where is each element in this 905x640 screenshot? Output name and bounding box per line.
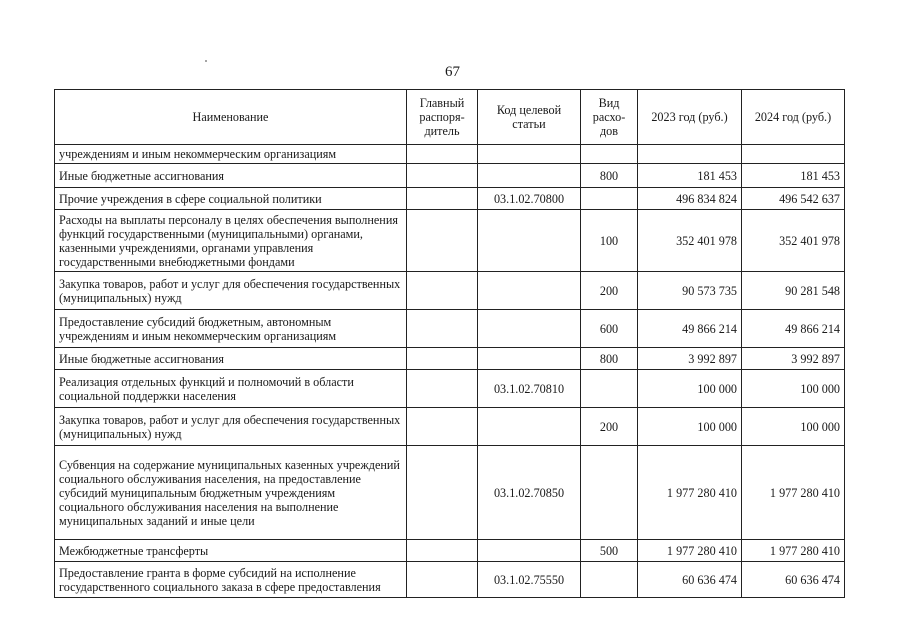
cell-name: Иные бюджетные ассигнования bbox=[55, 348, 407, 370]
cell-chief-administrator bbox=[407, 272, 478, 310]
scan-speck bbox=[205, 60, 207, 62]
cell-target-code: 03.1.02.70850 bbox=[478, 446, 581, 540]
cell-chief-administrator bbox=[407, 370, 478, 408]
cell-chief-administrator bbox=[407, 310, 478, 348]
cell-amount-2023: 100 000 bbox=[638, 408, 742, 446]
cell-expense-type: 600 bbox=[581, 310, 638, 348]
cell-amount-2024: 181 453 bbox=[742, 164, 845, 188]
cell-name: Расходы на выплаты персоналу в целях обеспечения выполнения функций государственными (муниципальными) органами, казенными учреждениями, органами управления государственными внебюджетными фондами bbox=[55, 210, 407, 272]
cell-amount-2023: 1 977 280 410 bbox=[638, 540, 742, 562]
cell-target-code bbox=[478, 540, 581, 562]
header-expense-type: Вид расхо-дов bbox=[581, 90, 638, 145]
cell-name: Предоставление субсидий бюджетным, автономным учреждениям и иным некоммерческим организациям bbox=[55, 310, 407, 348]
cell-amount-2024: 90 281 548 bbox=[742, 272, 845, 310]
cell-amount-2023: 90 573 735 bbox=[638, 272, 742, 310]
header-chief-administrator: Главный распоря-дитель bbox=[407, 90, 478, 145]
cell-target-code bbox=[478, 210, 581, 272]
table-row bbox=[55, 145, 845, 164]
table-row bbox=[55, 540, 845, 562]
cell-amount-2024: 60 636 474 bbox=[742, 562, 845, 598]
cell-target-code bbox=[478, 408, 581, 446]
cell-expense-type: 500 bbox=[581, 540, 638, 562]
cell-amount-2023: 181 453 bbox=[638, 164, 742, 188]
cell-amount-2024: 100 000 bbox=[742, 408, 845, 446]
table-row bbox=[55, 164, 845, 188]
cell-target-code bbox=[478, 272, 581, 310]
cell-chief-administrator bbox=[407, 446, 478, 540]
table-row bbox=[55, 210, 845, 272]
cell-amount-2024: 49 866 214 bbox=[742, 310, 845, 348]
header-target-code: Код целевой статьи bbox=[478, 90, 581, 145]
cell-expense-type bbox=[581, 370, 638, 408]
table-row bbox=[55, 310, 845, 348]
cell-name: Субвенция на содержание муниципальных казенных учреждений социального обслуживания населения, на предоставление субсидий муниципальным бюджетным учреждениям социального обслуживания населения на выполнение муниципальных заданий и иные цели bbox=[55, 446, 407, 540]
cell-expense-type bbox=[581, 145, 638, 164]
cell-amount-2024: 352 401 978 bbox=[742, 210, 845, 272]
cell-expense-type bbox=[581, 188, 638, 210]
cell-chief-administrator bbox=[407, 210, 478, 272]
table-row bbox=[55, 446, 845, 540]
cell-amount-2023: 496 834 824 bbox=[638, 188, 742, 210]
cell-chief-administrator bbox=[407, 348, 478, 370]
table-row bbox=[55, 348, 845, 370]
cell-target-code bbox=[478, 164, 581, 188]
cell-target-code: 03.1.02.75550 bbox=[478, 562, 581, 598]
header-year-2024: 2024 год (руб.) bbox=[742, 90, 845, 145]
cell-amount-2024: 1 977 280 410 bbox=[742, 540, 845, 562]
cell-name: Реализация отдельных функций и полномочий в области социальной поддержки населения bbox=[55, 370, 407, 408]
cell-expense-type bbox=[581, 562, 638, 598]
cell-target-code bbox=[478, 310, 581, 348]
cell-expense-type: 100 bbox=[581, 210, 638, 272]
table-row bbox=[55, 408, 845, 446]
cell-amount-2023: 352 401 978 bbox=[638, 210, 742, 272]
cell-amount-2024 bbox=[742, 145, 845, 164]
cell-amount-2023: 100 000 bbox=[638, 370, 742, 408]
table-header-row bbox=[55, 90, 845, 145]
table-row bbox=[55, 188, 845, 210]
page-number: 67 bbox=[445, 64, 460, 80]
cell-target-code: 03.1.02.70810 bbox=[478, 370, 581, 408]
cell-name: Прочие учреждения в сфере социальной политики bbox=[55, 188, 407, 210]
cell-name: Межбюджетные трансферты bbox=[55, 540, 407, 562]
cell-expense-type: 800 bbox=[581, 164, 638, 188]
cell-amount-2024: 1 977 280 410 bbox=[742, 446, 845, 540]
cell-name: учреждениям и иным некоммерческим организациям bbox=[55, 145, 407, 164]
cell-target-code bbox=[478, 145, 581, 164]
cell-amount-2023: 49 866 214 bbox=[638, 310, 742, 348]
cell-name: Закупка товаров, работ и услуг для обеспечения государственных (муниципальных) нужд bbox=[55, 272, 407, 310]
cell-target-code bbox=[478, 348, 581, 370]
cell-name: Закупка товаров, работ и услуг для обеспечения государственных (муниципальных) нужд bbox=[55, 408, 407, 446]
cell-amount-2023: 3 992 897 bbox=[638, 348, 742, 370]
cell-chief-administrator bbox=[407, 164, 478, 188]
cell-chief-administrator bbox=[407, 188, 478, 210]
header-name: Наименование bbox=[55, 90, 407, 145]
cell-amount-2023: 1 977 280 410 bbox=[638, 446, 742, 540]
cell-chief-administrator bbox=[407, 408, 478, 446]
cell-amount-2024: 3 992 897 bbox=[742, 348, 845, 370]
table-row bbox=[55, 370, 845, 408]
cell-expense-type bbox=[581, 446, 638, 540]
budget-table bbox=[54, 89, 845, 598]
table-row bbox=[55, 562, 845, 598]
cell-expense-type: 200 bbox=[581, 272, 638, 310]
cell-target-code: 03.1.02.70800 bbox=[478, 188, 581, 210]
cell-amount-2024: 496 542 637 bbox=[742, 188, 845, 210]
cell-expense-type: 800 bbox=[581, 348, 638, 370]
cell-amount-2024: 100 000 bbox=[742, 370, 845, 408]
table-row bbox=[55, 272, 845, 310]
cell-chief-administrator bbox=[407, 562, 478, 598]
cell-name: Иные бюджетные ассигнования bbox=[55, 164, 407, 188]
cell-amount-2023: 60 636 474 bbox=[638, 562, 742, 598]
cell-name: Предоставление гранта в форме субсидий на исполнение государственного социального заказа в сфере предоставления bbox=[55, 562, 407, 598]
cell-chief-administrator bbox=[407, 145, 478, 164]
cell-chief-administrator bbox=[407, 540, 478, 562]
cell-amount-2023 bbox=[638, 145, 742, 164]
header-year-2023: 2023 год (руб.) bbox=[638, 90, 742, 145]
cell-expense-type: 200 bbox=[581, 408, 638, 446]
